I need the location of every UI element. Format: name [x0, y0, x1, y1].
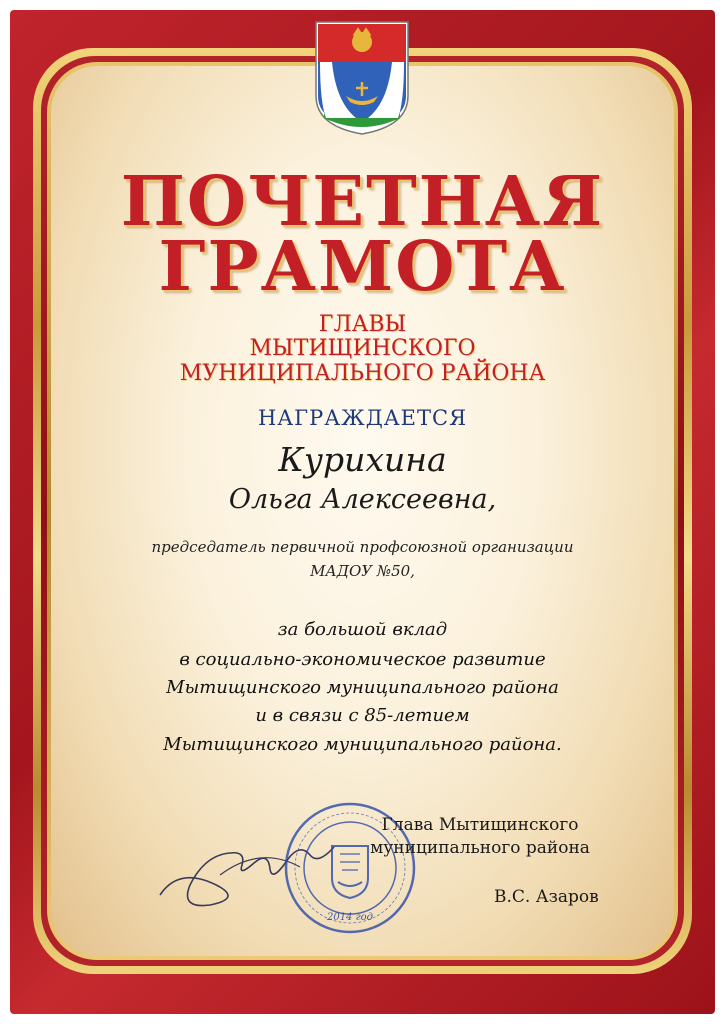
- subtitle-line3: МУНИЦИПАЛЬНОГО РАЙОНА: [179, 361, 546, 386]
- certificate-title-line2: ГРАМОТА: [158, 227, 567, 307]
- reason-line2: в социально-экономическое развитие: [179, 649, 546, 670]
- stamp-year: 2014 год: [326, 912, 374, 923]
- recipient-given-names: Ольга Алексеевна,: [228, 484, 497, 515]
- reason-line4: и в связи с 85-летием: [255, 705, 470, 726]
- signatory-title-line1: Глава Мытищинского: [381, 815, 579, 835]
- recipient-position-line2: МАДОУ №50,: [310, 562, 415, 580]
- recipient-surname: Курихина: [278, 440, 447, 479]
- reason-line5: Мытищинского муниципального района.: [163, 734, 562, 755]
- signatory-name: В.С. Азаров: [494, 887, 599, 907]
- subtitle-line2: МЫТИЩИНСКОГО: [249, 336, 476, 361]
- reason-line3: Мытищинского муниципального района: [166, 677, 559, 698]
- certificate-title-line1: ПОЧЕТНАЯ: [120, 162, 605, 242]
- subtitle-line1: ГЛАВЫ: [318, 312, 407, 337]
- awarded-label: НАГРАЖДАЕТСЯ: [257, 406, 468, 430]
- reason-line1: за большой вклад: [277, 619, 448, 640]
- recipient-position-line1: председатель первичной профсоюзной организации: [151, 538, 574, 556]
- signatory-title-line2: муниципального района: [370, 838, 590, 858]
- coat-of-arms-icon: [312, 18, 412, 136]
